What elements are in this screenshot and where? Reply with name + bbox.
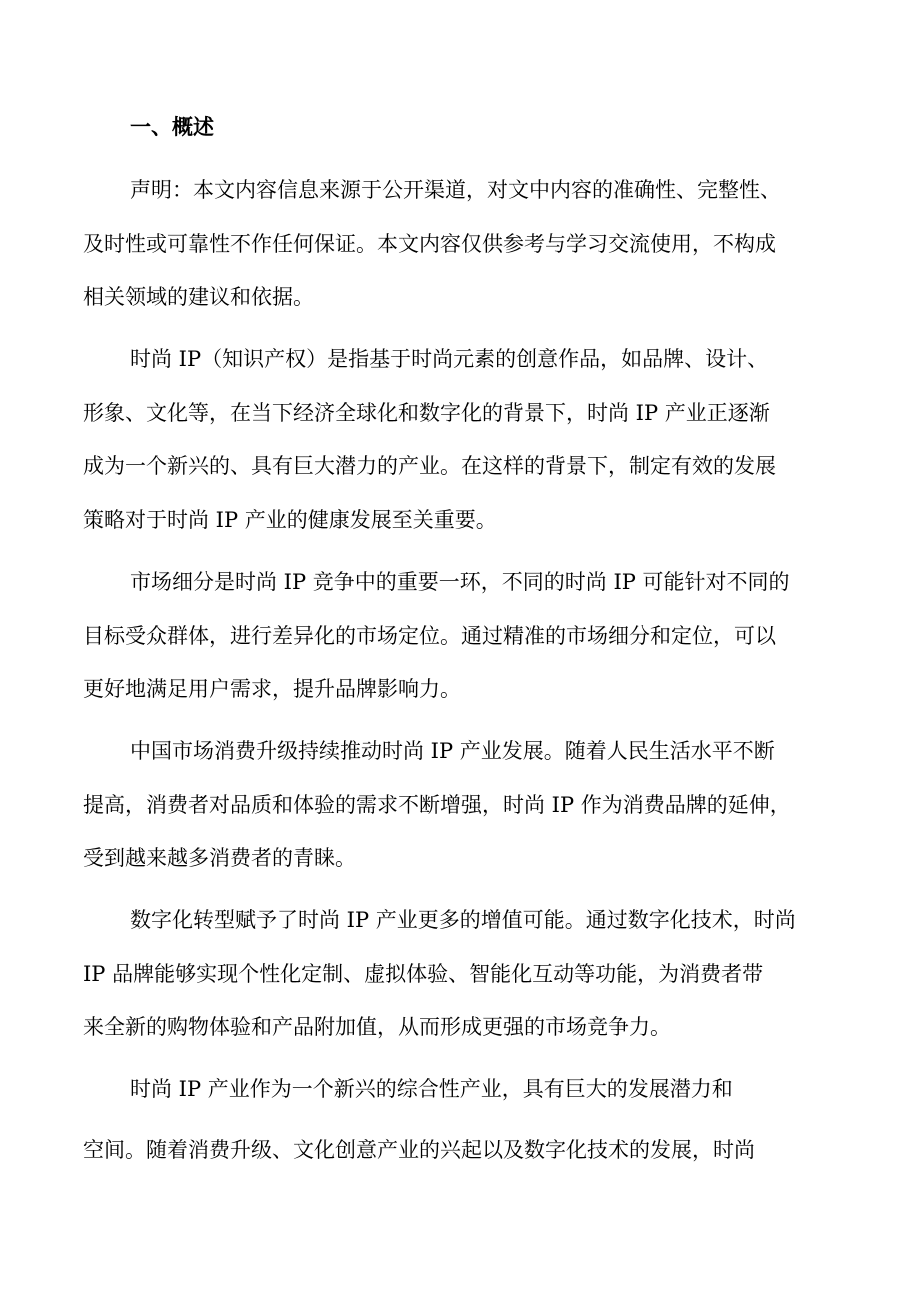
paragraph-line: 中国市场消费升级持续推动时尚 IP 产业发展。随着人民生活水平不断 <box>130 739 775 763</box>
paragraph-line: 数字化转型赋予了时尚 IP 产业更多的增值可能。通过数字化技术，时尚 <box>130 908 796 932</box>
paragraph-line: 相关领域的建议和依据。 <box>83 285 314 309</box>
paragraph-line: 更好地满足用户需求，提升品牌影响力。 <box>83 677 461 701</box>
paragraph-line: 空间。随着消费升级、文化创意产业的兴起以及数字化技术的发展，时尚 <box>83 1138 755 1162</box>
paragraph-line: 时尚 IP 产业作为一个新兴的综合性产业，具有巨大的发展潜力和 <box>130 1077 733 1101</box>
paragraph-line: 来全新的购物体验和产品附加值，从而形成更强的市场竞争力。 <box>83 1015 671 1039</box>
paragraph-line: 声明：本文内容信息来源于公开渠道，对文中内容的准确性、完整性、 <box>130 178 781 202</box>
paragraph-line: 形象、文化等，在当下经济全球化和数字化的背景下，时尚 IP 产业正逐渐 <box>83 401 770 425</box>
paragraph-line: 受到越来越多消费者的青睐。 <box>83 846 356 870</box>
paragraph-line: 及时性或可靠性不作任何保证。本文内容仅供参考与学习交流使用，不构成 <box>83 232 776 256</box>
paragraph-line: 策略对于时尚 IP 产业的健康发展至关重要。 <box>83 508 497 532</box>
paragraph-line: 目标受众群体，进行差异化的市场定位。通过精准的市场细分和定位，可以 <box>83 624 776 648</box>
section-heading: 一、概述 <box>130 115 214 139</box>
paragraph-line: 市场细分是时尚 IP 竞争中的重要一环，不同的时尚 IP 可能针对不同的 <box>130 570 790 594</box>
paragraph-line: 时尚 IP（知识产权）是指基于时尚元素的创意作品，如品牌、设计、 <box>130 347 769 371</box>
paragraph-line: 成为一个新兴的、具有巨大潜力的产业。在这样的背景下，制定有效的发展 <box>83 454 776 478</box>
paragraph-line: IP 品牌能够实现个性化定制、虚拟体验、智能化互动等功能，为消费者带 <box>83 962 764 986</box>
paragraph-line: 提高，消费者对品质和体验的需求不断增强，时尚 IP 作为消费品牌的延伸， <box>83 793 791 817</box>
